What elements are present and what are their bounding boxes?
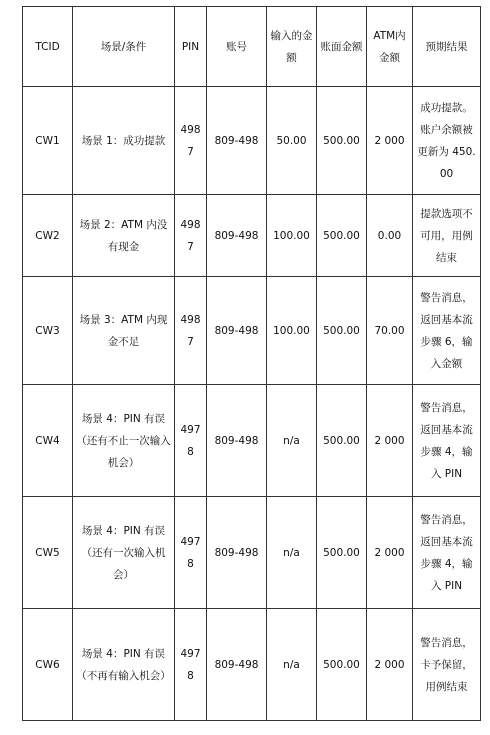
cell-pin: 4987 (175, 87, 207, 195)
header-expected: 预期结果 (413, 7, 481, 87)
cell-balance: 500.00 (317, 609, 367, 721)
cell-account: 809-498 (207, 609, 267, 721)
header-balance: 账面金额 (317, 7, 367, 87)
header-scene: 场景/条件 (73, 7, 175, 87)
cell-amount: n/a (267, 609, 317, 721)
cell-pin: 4987 (175, 277, 207, 385)
table-row (23, 277, 481, 385)
cell-amount: 100.00 (267, 195, 317, 277)
cell-tcid: CW5 (23, 497, 73, 609)
cell-balance: 500.00 (317, 87, 367, 195)
header-tcid: TCID (23, 7, 73, 87)
cell-amount: 50.00 (267, 87, 317, 195)
cell-amount: n/a (267, 497, 317, 609)
cell-amount: 100.00 (267, 277, 317, 385)
cell-atm: 2 000 (367, 609, 413, 721)
cell-scene: 场景 3：ATM 内现金不足 (73, 277, 175, 385)
header-amount: 输入的金额 (267, 7, 317, 87)
cell-scene: 场景 4：PIN 有误（还有一次输入机会） (73, 497, 175, 609)
header-pin: PIN (175, 7, 207, 87)
cell-tcid: CW3 (23, 277, 73, 385)
cell-expected: 警告消息，卡予保留，用例结束 (413, 609, 481, 721)
header-account: 账号 (207, 7, 267, 87)
table-header-row (23, 7, 481, 87)
cell-atm: 0.00 (367, 195, 413, 277)
cell-expected: 警告消息，返回基本流步骤 6，输入金额 (413, 277, 481, 385)
cell-balance: 500.00 (317, 277, 367, 385)
cell-scene: 场景 4：PIN 有误（还有不止一次输入机会） (73, 385, 175, 497)
cell-amount: n/a (267, 385, 317, 497)
cell-expected: 成功提款。账户余额被更新为 450.00 (413, 87, 481, 195)
cell-expected: 警告消息，返回基本流步骤 4，输入 PIN (413, 497, 481, 609)
cell-scene: 场景 1：成功提款 (73, 87, 175, 195)
table-row (23, 497, 481, 609)
cell-atm: 70.00 (367, 277, 413, 385)
cell-balance: 500.00 (317, 497, 367, 609)
table-row (23, 87, 481, 195)
table-row (23, 609, 481, 721)
cell-scene: 场景 4：PIN 有误（不再有输入机会） (73, 609, 175, 721)
cell-pin: 4978 (175, 497, 207, 609)
cell-tcid: CW1 (23, 87, 73, 195)
table-row (23, 195, 481, 277)
cell-account: 809-498 (207, 497, 267, 609)
cell-account: 809-498 (207, 277, 267, 385)
cell-atm: 2 000 (367, 385, 413, 497)
cell-pin: 4987 (175, 195, 207, 277)
cell-balance: 500.00 (317, 385, 367, 497)
test-case-table (22, 6, 481, 721)
cell-atm: 2 000 (367, 87, 413, 195)
cell-tcid: CW2 (23, 195, 73, 277)
table-row (23, 385, 481, 497)
cell-scene: 场景 2：ATM 内没有现金 (73, 195, 175, 277)
cell-account: 809-498 (207, 195, 267, 277)
cell-balance: 500.00 (317, 195, 367, 277)
cell-account: 809-498 (207, 87, 267, 195)
cell-tcid: CW4 (23, 385, 73, 497)
cell-atm: 2 000 (367, 497, 413, 609)
header-atm: ATM内金额 (367, 7, 413, 87)
cell-tcid: CW6 (23, 609, 73, 721)
cell-expected: 提款选项不可用，用例结束 (413, 195, 481, 277)
cell-pin: 4978 (175, 609, 207, 721)
cell-account: 809-498 (207, 385, 267, 497)
cell-expected: 警告消息，返回基本流步骤 4，输入 PIN (413, 385, 481, 497)
cell-pin: 4978 (175, 385, 207, 497)
